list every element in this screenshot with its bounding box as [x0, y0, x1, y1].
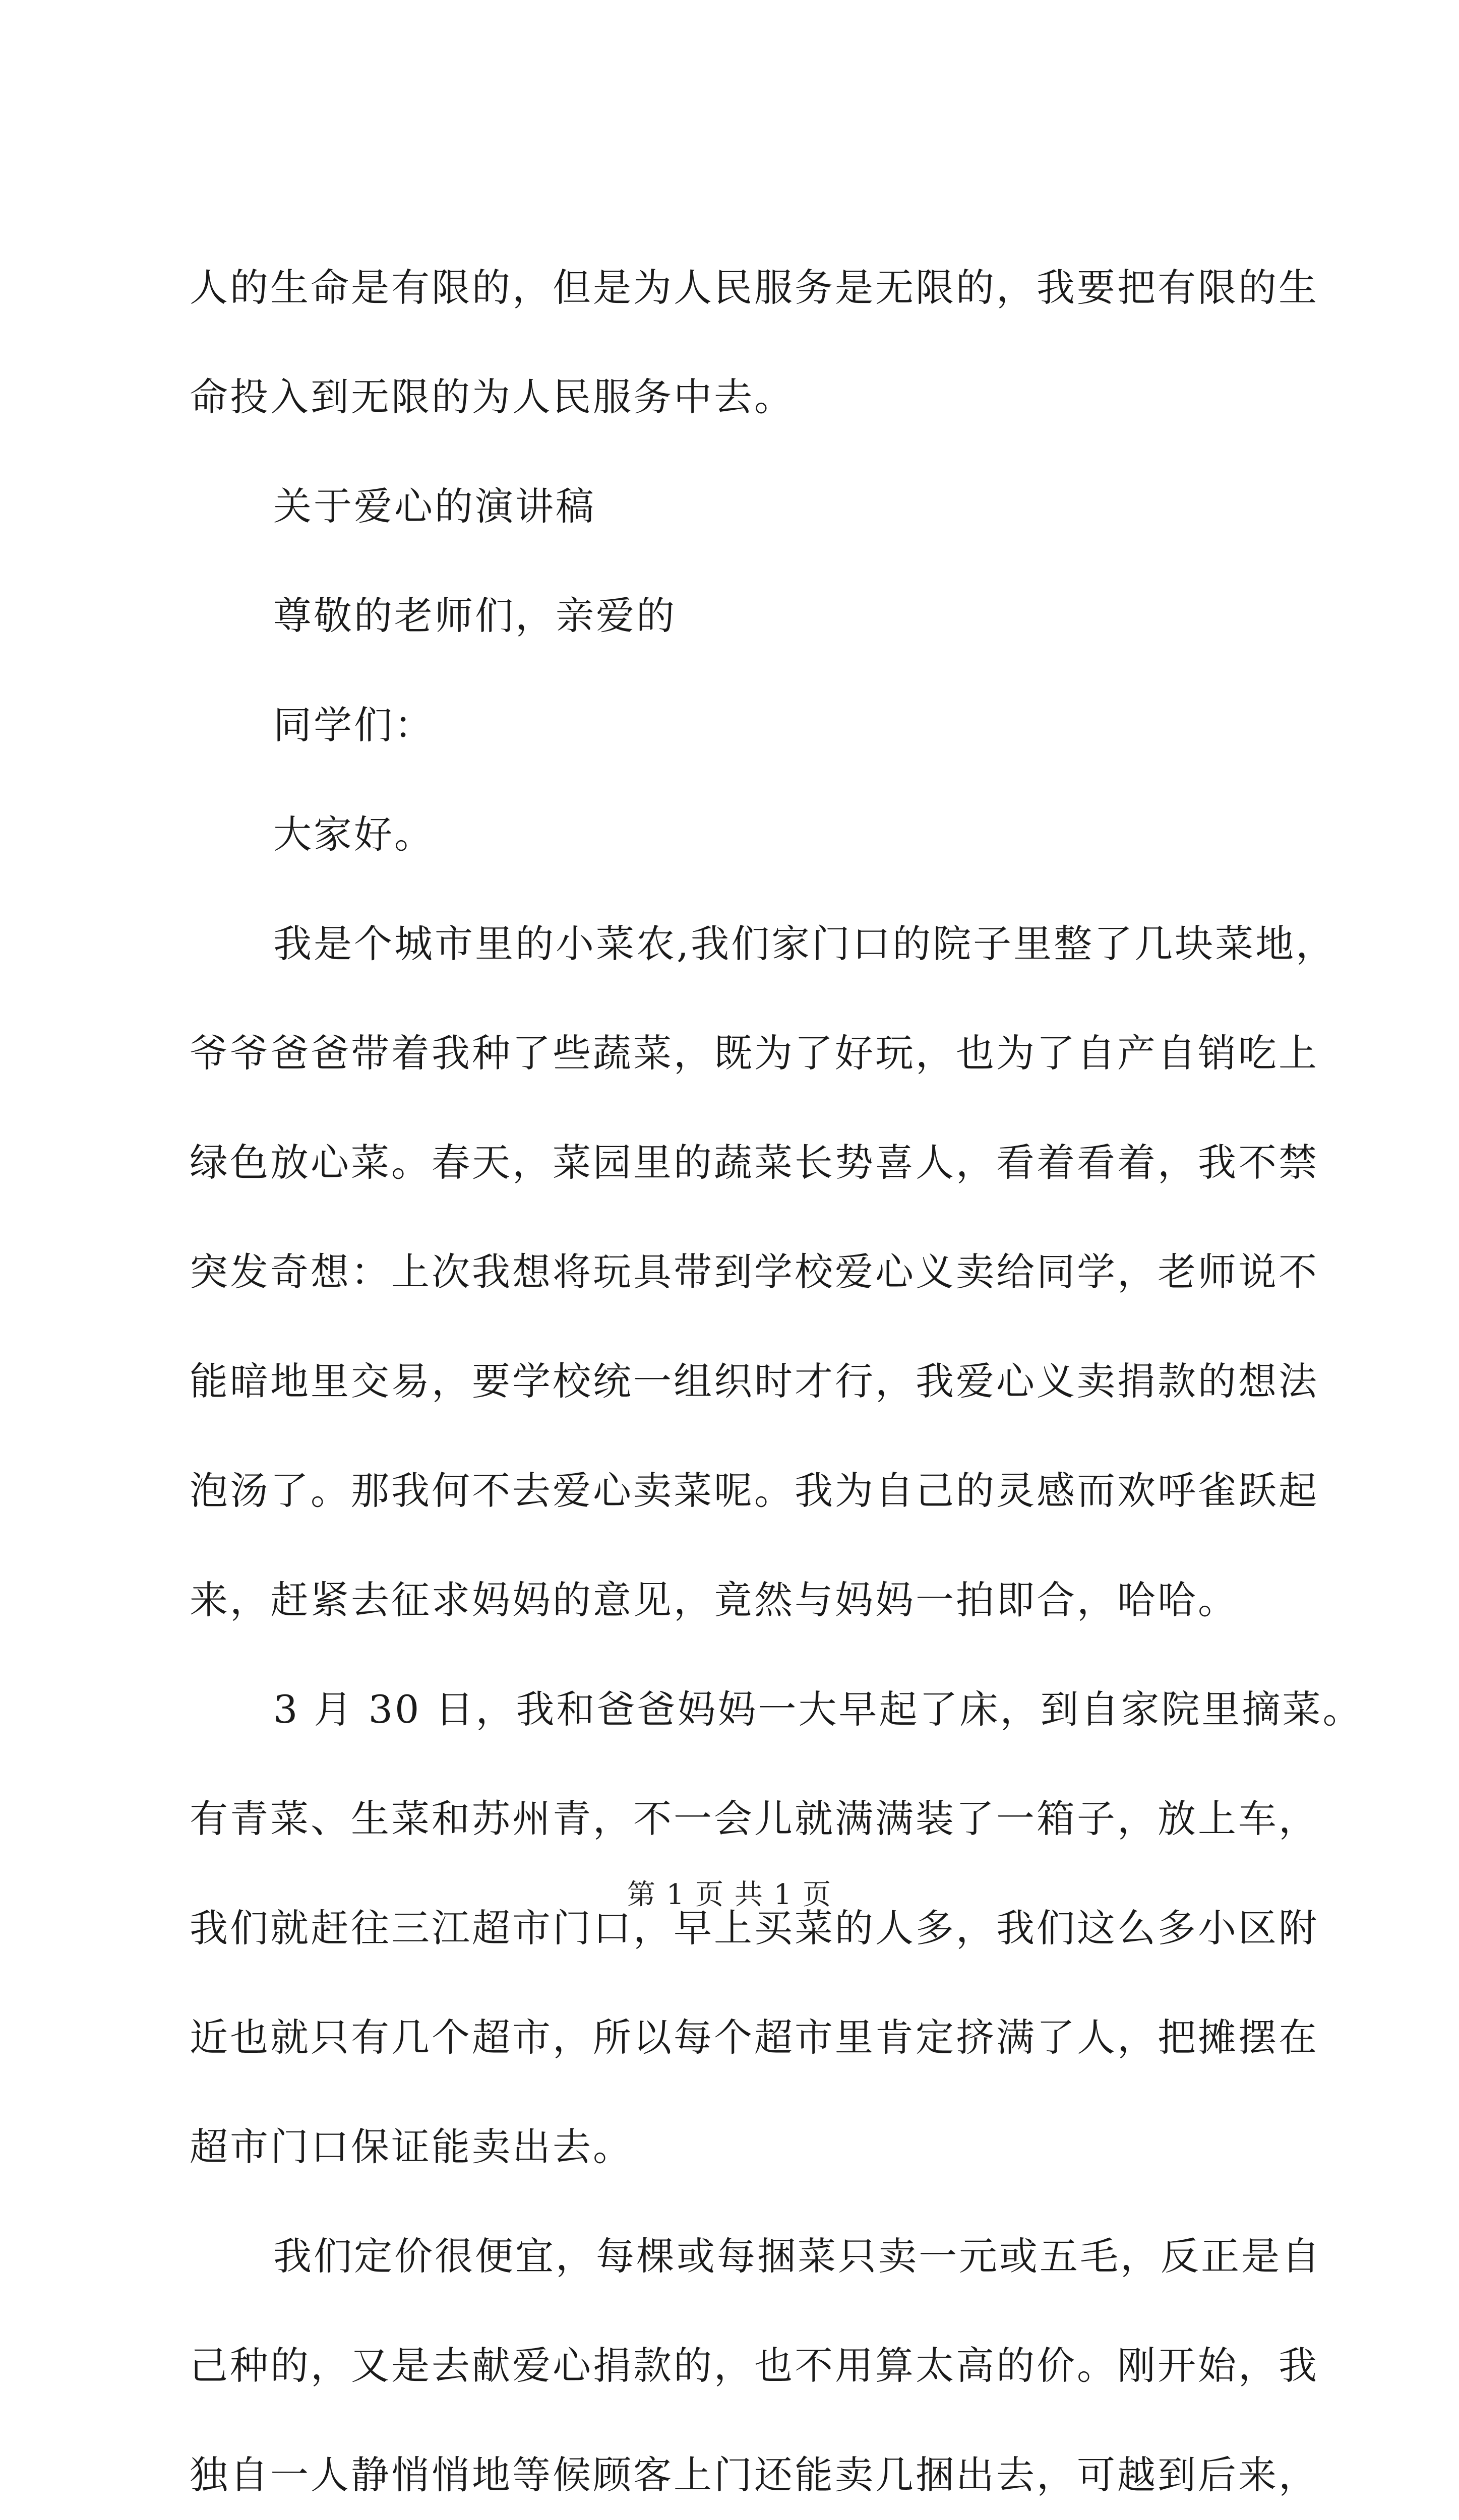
salutation-line: 尊敬的老师们，亲爱的: [273, 593, 677, 638]
page-number-footer: 第 1 页 共 1 页: [627, 1878, 832, 1911]
salutation-line: 同学们：: [273, 703, 435, 747]
text-line: 我们定价很便宜，每棵或每捆菜只卖一元或五毛，反正是自: [273, 2234, 1322, 2279]
text-line: 独自一人静悄悄地等候顾客上门还能卖几捆出去，可越到后来，: [190, 2452, 1319, 2497]
text-line: 人的生命是有限的，但是为人民服务是无限的，我要把有限的生: [190, 265, 1319, 310]
text-line: 我是个城市里的小菜农,我们家门口的院子里整了几块菜地，: [273, 921, 1336, 966]
text-line: 绿色放心菜。春天，菜园里的蔬菜长势喜人，看着看着，我不禁: [190, 1140, 1319, 1185]
text-line: 突发奇想：上次我想将玩具带到学校爱心义卖给同学，老师说不: [190, 1249, 1319, 1294]
text-line: 近也就只有几个超市，所以每个超市里肯定挤满了人，把摊摆在: [190, 2015, 1319, 2060]
document-body: [190, 260, 1363, 2520]
text-line: 超市门口保证能卖出去。: [190, 2124, 633, 2169]
text-line: 来，赶紧去征求妈妈的意见，竟然与妈妈一拍即合，哈哈。: [190, 1578, 1238, 1622]
speech-title: 关于爱心的演讲稿: [273, 484, 596, 529]
text-line: 命投入到无限的为人民服务中去。: [190, 374, 795, 419]
text-line: 我们就赶往三江超市门口，早上买菜的人多，我们这么多小区附: [190, 1906, 1319, 1950]
text-line: 有青菜、生菜和苏州青，不一会儿就满满装了一箱子，放上车，: [190, 1796, 1319, 1841]
text-line: 己种的，又是去献爱心捐款的，也不用算太高的价。刚开始，我: [190, 2343, 1319, 2388]
greeting-line: 大家好。: [273, 812, 435, 857]
text-line: 爷爷爸爸带着我种了些蔬菜，既为了好玩，也为了自产自销吃上: [190, 1031, 1319, 1076]
text-line: 3 月 30 日，我和爸爸妈妈一大早起了床，到自家院里摘菜。: [273, 1687, 1363, 1732]
text-line: 泡汤了。那我何不去爱心卖菜呢。我为自己的灵感而欢呼雀跃起: [190, 1468, 1319, 1513]
text-line: 能暗地里交易，要学校统一组织时才行，我爱心义卖捐款的想法: [190, 1359, 1319, 1404]
